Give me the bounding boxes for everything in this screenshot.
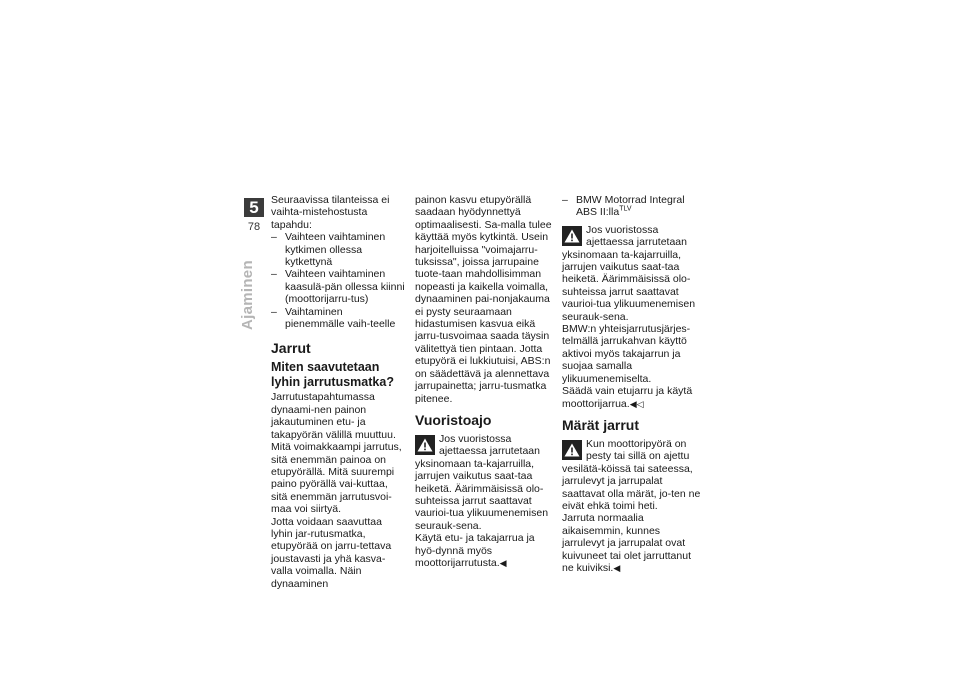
list-item: – Vaihteen vaihtaminen kaasulä-pän ollessa kiinni (moottorijarru-tus) xyxy=(271,268,405,305)
warning-triangle-icon xyxy=(562,440,582,460)
warning-block xyxy=(562,223,702,323)
end-mark: ◀ xyxy=(613,562,621,573)
section-heading-mountain: Vuoristoajo xyxy=(415,411,492,428)
column-3 xyxy=(562,194,702,574)
warning-triangle-icon xyxy=(415,435,435,455)
paragraph: painon kasvu etupyörällä saadaan hyödynnettyä optimaalisesti. Sa-malla tulee käyttää myös kytkintä. Usein harjoitelluissa "voimajarru-tuksissa", joissa jarrupaine tuote-taan mahdollisimman nopeasti ja kaikella voimalla, dynaaminen pai-nonjakauma ei pysty seuraamaan hidastumisen kasvua eikä jarru-tusvoimaa saada täysin välitettyä tien pintaan. Jotta etupyörä ei lukkiutuisi, ABS:n on säädettävä ja alennettava jarrupainetta; jarru-tusmatka pitenee. xyxy=(415,194,552,405)
column-1 xyxy=(271,194,405,590)
intro-text: Seuraavissa tilanteissa ei vaihta-mistehostusta tapahdu: xyxy=(271,194,390,231)
list-item: – BMW Motorrad Integral ABS II:lla$^{TLV}$ xyxy=(562,194,702,219)
end-mark: ◀◁ xyxy=(629,398,644,409)
paragraph: Jarrutustapahtumassa dynaami-nen painon jakautuminen etu- ja takapyörän välillä muuttuu. Mitä voimakkaampi jarrutus, sitä enemmän painoa on etupyörällä. Mitä suurempi paino pyörällä vai-kuttaa, sitä enemmän jarrutusvoi-maa voi siirtyä. xyxy=(271,391,402,516)
warning-triangle-icon xyxy=(562,226,582,246)
subheading-braking-distance: Miten saavutetaan lyhin jarrutusmatka? xyxy=(271,360,394,389)
section-heading-wet-brakes: Märät jarrut xyxy=(562,416,640,433)
abs-list xyxy=(562,194,702,219)
warning-text: Jos vuoristossa ajettaessa jarrutetaan yksinomaan ta-kajarruilla, jarrujen vaikutus saat-taa heiketä. Äärimmäisissä olo-suhteissa jarrut saattavat vaurioi-tua ylikuumenemisen seurauk-sena. xyxy=(562,223,696,323)
list-item: – Vaihtaminen pienemmälle vaih-teelle xyxy=(271,306,405,331)
warning-text: Jos vuoristossa ajettaessa jarrutetaan yksinomaan ta-kajarruilla, jarrujen vaikutus saat-taa heiketä. Äärimmäisissä olo-suhteissa jarrut saattavat vaurioi-tua ylikuumenemisen seurauk-sena. xyxy=(415,432,549,532)
warning-block xyxy=(415,432,553,532)
page-number: 78 xyxy=(247,221,261,233)
warning-block xyxy=(562,437,702,512)
chapter-number-badge: 5 xyxy=(244,198,264,217)
superscript: TLV xyxy=(619,205,632,213)
paragraph: Jotta voidaan saavuttaa lyhin jar-rutusmatka, etupyörää on jarru-tettava joustavasti ja yhä kasva-valla voimalla. Näin dynaaminen xyxy=(271,515,392,590)
paragraph: BMW:n yhteisjarrutusjärjes-telmällä jarrukahvan käyttö aktivoi myös takajarrun ja suojaa samalla ylikuumenemiselta. xyxy=(562,323,691,385)
column-2 xyxy=(415,194,553,569)
paragraph: Säädä vain etujarru ja käytä moottorijarrua.◀◁ xyxy=(562,385,693,410)
end-mark: ◀ xyxy=(499,557,507,568)
paragraph: Jarruta normaalia aikaisemmin, kunnes jarrulevyt ja jarrupalat ovat kuivuneet tai olet jarruttanut ne kuiviksi.◀ xyxy=(562,512,691,574)
chapter-side-title: Ajaminen xyxy=(239,260,256,330)
paragraph: Käytä etu- ja takajarrua ja hyö-dynnä myös moottorijarrutusta.◀ xyxy=(415,532,535,569)
list-item: – Vaihteen vaihtaminen kytkimen ollessa kytkettynä xyxy=(271,231,405,268)
section-heading-brakes: Jarrut xyxy=(271,340,311,357)
exception-list xyxy=(271,231,405,330)
warning-text: Kun moottoripyörä on pesty tai sillä on ajettu vesilätä-köissä tai sateessa, jarrulevyt ja jarrupalat saattavat olla märät, jo-ten ne eivät ehkä toimi heti. xyxy=(562,437,701,512)
